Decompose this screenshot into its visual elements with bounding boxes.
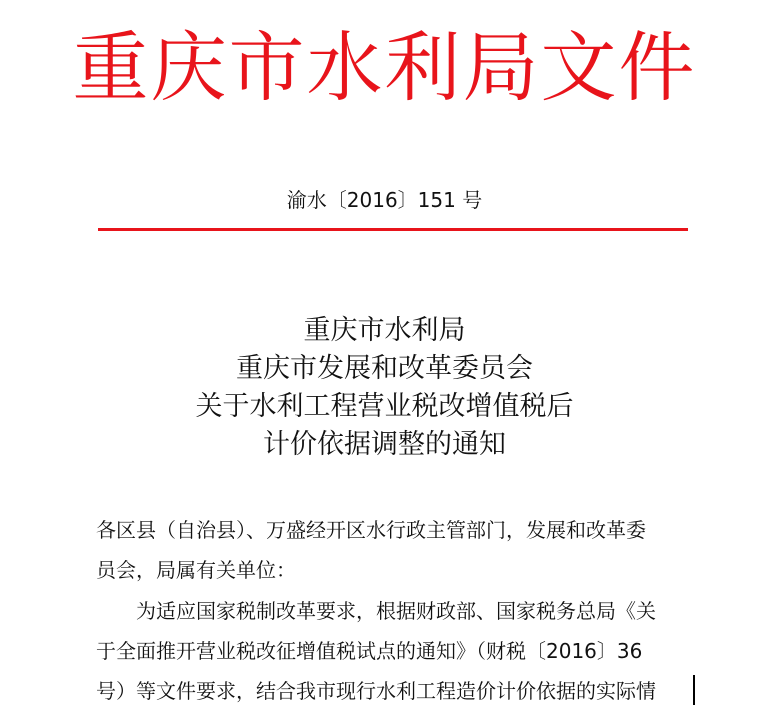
notice-title-line: 重庆市水利局 xyxy=(303,315,466,346)
body-text-line: 各区县（自治县）、万盛经开区水行政主管部门，发展和改革委 xyxy=(96,518,646,542)
notice-title-line: 重庆市发展和改革委员会 xyxy=(236,353,533,384)
body-text-line: 于全面推开营业税改征增值税试点的通知》（财税〔2016〕36 xyxy=(96,639,643,663)
red-divider-rule xyxy=(98,228,688,231)
document-header-title: 重庆市水利局文件 xyxy=(72,23,697,112)
notice-title-line: 计价依据调整的通知 xyxy=(263,429,506,460)
notice-title-line: 关于水利工程营业税改增值税后 xyxy=(195,391,574,422)
body-text-line: 员会，局属有关单位： xyxy=(96,558,296,582)
document-number: 渝水〔2016〕151 号 xyxy=(286,188,483,212)
body-text-line: 为适应国家税制改革要求，根据财政部、国家税务总局《关 xyxy=(136,599,656,623)
notice-title xyxy=(0,312,769,464)
body-text-line: 号）等文件要求，结合我市现行水利工程造价计价依据的实际情 xyxy=(96,679,656,703)
text-cursor xyxy=(693,675,695,705)
